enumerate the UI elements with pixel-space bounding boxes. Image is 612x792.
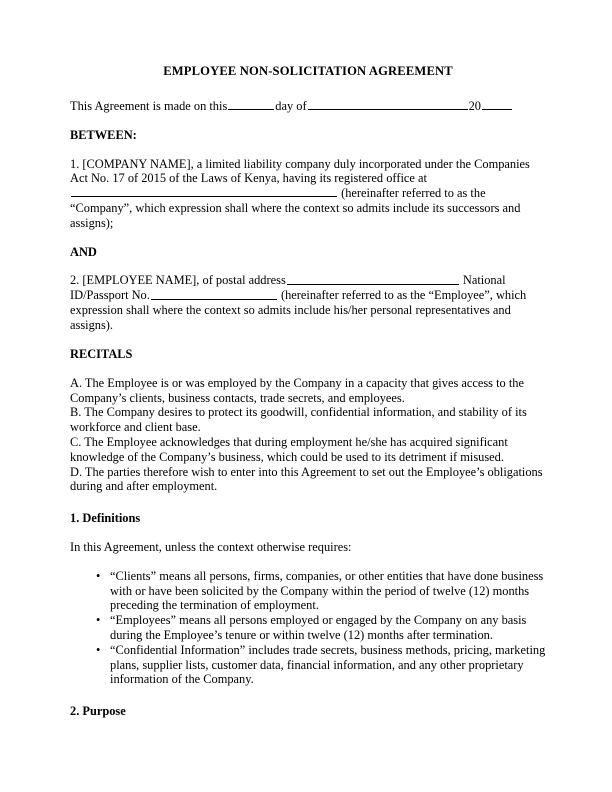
date-line bbox=[70, 99, 546, 114]
recitals-list bbox=[70, 376, 546, 494]
definitions-bullet-list bbox=[70, 569, 546, 687]
definitions-bullet-wrap bbox=[70, 569, 546, 687]
recital-item-c: C. The Employee acknowledges that during employment he/she has acquired significant knowledge of the Company’s business, which could be used to its detriment if misused. bbox=[70, 434, 508, 464]
recital-item-a: A. The Employee is or was employed by the Company in a capacity that gives access to the Company’s clients, business contacts, trade secrets, and employees. bbox=[70, 375, 524, 405]
definitions-heading: 1. Definitions bbox=[70, 511, 141, 526]
party-company-text-2: (hereinafter referred to as the “Company”, which expression shall where the context so admits include its successors and assigns); bbox=[70, 186, 521, 230]
party-company-paragraph bbox=[70, 157, 546, 231]
recitals-heading: RECITALS bbox=[70, 346, 133, 361]
list-item: • “Clients” means all persons, firms, companies, or other entities that have done business with or have been solicited by the Company within the period of twelve (12) months preceding the termination of employment. bbox=[70, 569, 546, 613]
recital-item-d: D. The parties therefore wish to enter into this Agreement to set out the Employee’s obligations during and after employment. bbox=[70, 464, 543, 494]
document-body bbox=[70, 64, 546, 733]
page-title: EMPLOYEE NON-SOLICITATION AGREEMENT bbox=[163, 64, 453, 78]
list-item: • “Employees” means all persons employed or engaged by the Company on any basis during the Employee’s tenure or within twelve (12) months after termination. bbox=[70, 613, 546, 643]
between-heading: BETWEEN: bbox=[70, 127, 137, 142]
list-item: • “Confidential Information” includes trade secrets, business methods, pricing, marketing plans, supplier lists, customer data, financial information, and any other proprietary information of the Company. bbox=[70, 643, 546, 687]
date-middle-text: day of bbox=[275, 98, 307, 113]
party-employee-text-1: 2. [EMPLOYEE NAME], of postal address bbox=[70, 273, 286, 288]
employee-id-blank-field[interactable] bbox=[151, 288, 277, 299]
party-employee-text-2: National ID/Passport No. bbox=[70, 273, 506, 303]
definitions-intro: In this Agreement, unless the context otherwise requires: bbox=[70, 539, 352, 554]
purpose-heading: 2. Purpose bbox=[70, 704, 126, 719]
date-prefix-text: This Agreement is made on this bbox=[70, 98, 228, 113]
year-prefix-text: 20 bbox=[468, 98, 481, 113]
month-blank-field[interactable] bbox=[308, 99, 468, 110]
and-heading: AND bbox=[70, 244, 97, 259]
party-company-text-1: 1. [COMPANY NAME], a limited liability company duly incorporated under the Companies Act No. 17 of 2015 of the Laws of Kenya, having its registered office at bbox=[70, 156, 530, 186]
party-employee-paragraph bbox=[70, 273, 546, 333]
day-blank-field[interactable] bbox=[228, 99, 274, 110]
party-employee-text-3: (hereinafter referred to as the “Employee”, which expression shall where the context so admits include his/her personal representatives and assigns). bbox=[70, 288, 527, 333]
recital-item-b: B. The Company desires to protect its goodwill, confidential information, and stability of its workforce and client base. bbox=[70, 405, 527, 435]
company-address-blank-field[interactable] bbox=[71, 186, 337, 197]
employee-address-blank-field[interactable] bbox=[287, 273, 459, 284]
year-blank-field[interactable] bbox=[482, 99, 512, 110]
